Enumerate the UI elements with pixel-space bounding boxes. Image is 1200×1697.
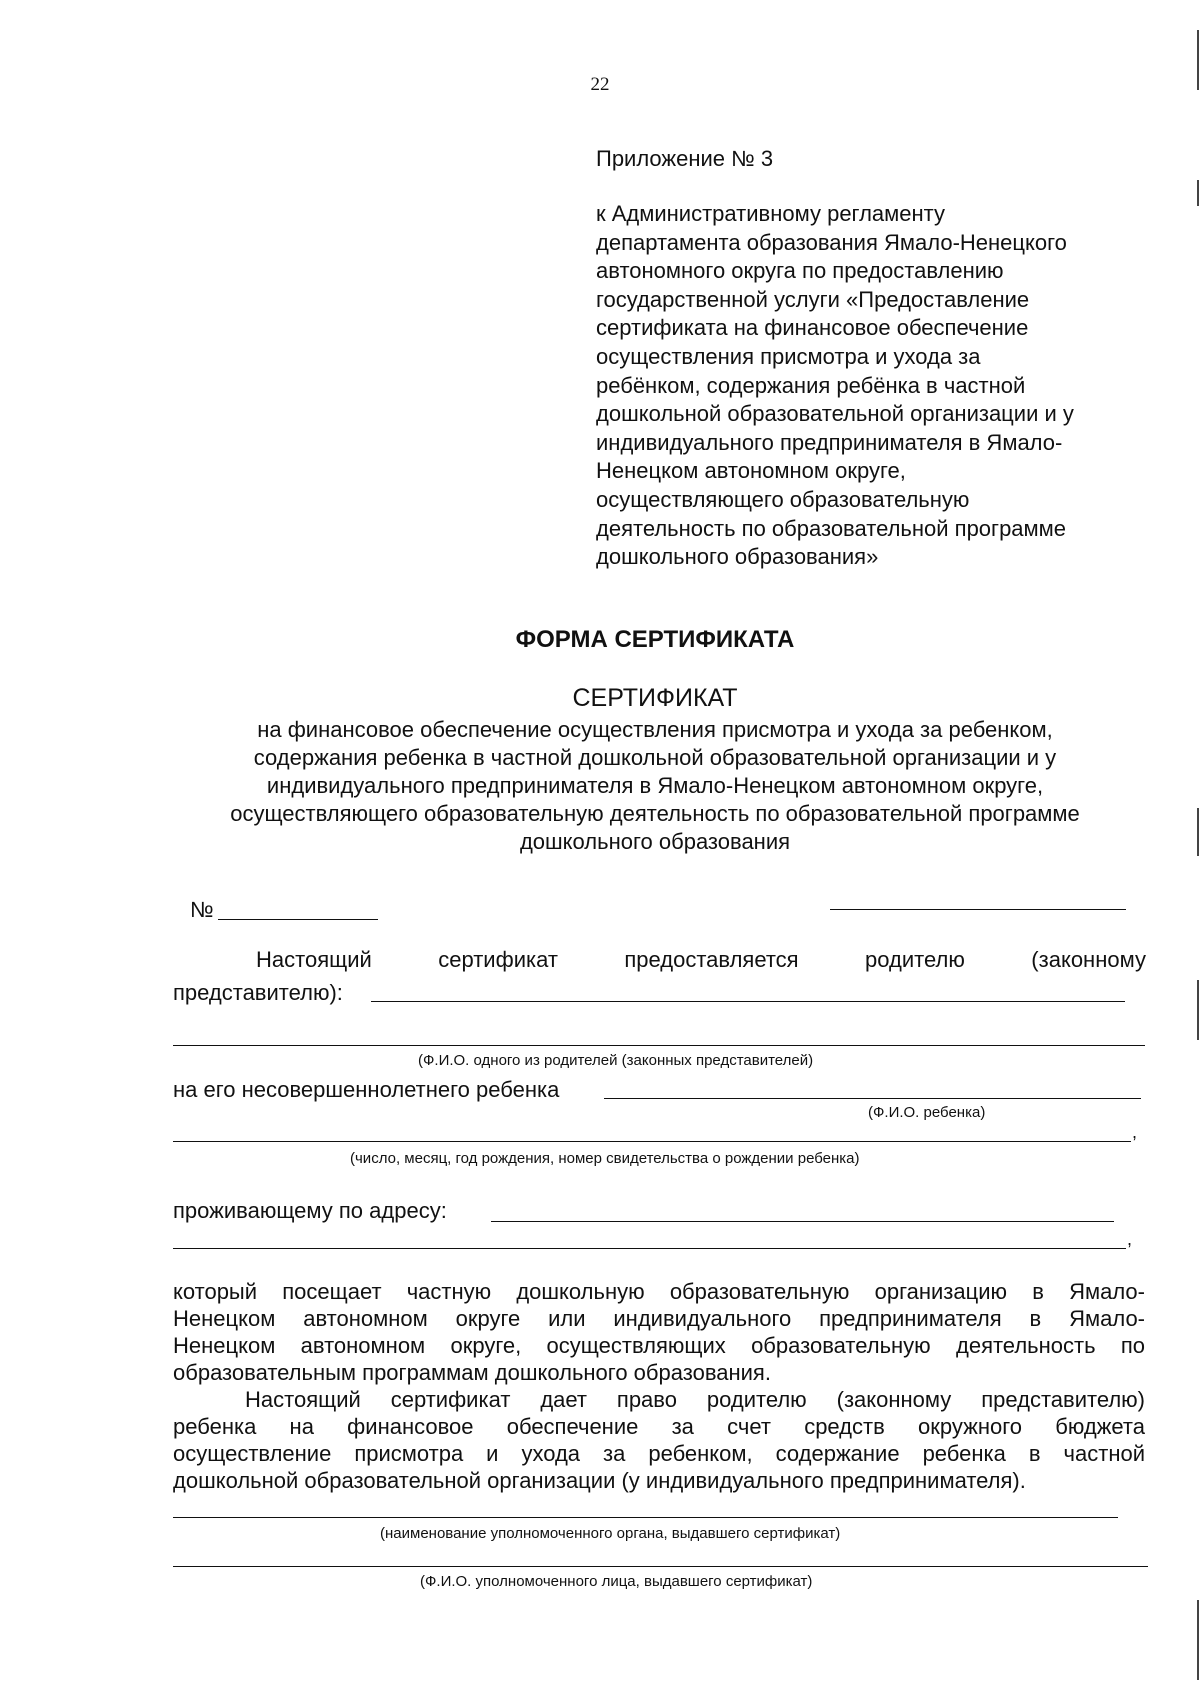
body-line: дошкольной образовательной организации (у индивидуального предпринимателя).	[173, 1468, 1026, 1493]
body-paragraph-1	[173, 1278, 1145, 1386]
form-heading: ФОРМА СЕРТИФИКАТА	[515, 626, 795, 653]
intro-word: родителю	[865, 947, 965, 972]
address-field-continued[interactable]	[173, 1248, 1126, 1249]
parent-name-field[interactable]	[371, 1001, 1125, 1002]
appendix-line: государственной услуги «Предоставление	[596, 286, 1030, 312]
birth-field-comma: ,	[1132, 1122, 1138, 1142]
issuing-official-caption: (Ф.И.О. уполномоченного лица, выдавшего сертификат)	[420, 1573, 813, 1590]
representative-label: представителю):	[173, 980, 343, 1005]
body-line: Ненецком автономном округе или индивидуального предпринимателя в Ямало-	[173, 1306, 1145, 1331]
subtitle-line: дошкольного образования	[519, 829, 791, 854]
birth-data-field[interactable]	[173, 1141, 1131, 1142]
address-field[interactable]	[491, 1221, 1114, 1222]
scan-edge-mark	[1197, 180, 1199, 206]
body-line: осуществление присмотра и ухода за ребенком, содержание ребенка в частной	[173, 1441, 1145, 1466]
appendix-line: департамента образования Ямало-Ненецкого	[596, 229, 1067, 255]
body-line: который посещает частную дошкольную образовательную организацию в Ямало-	[173, 1279, 1145, 1304]
body-line: Настоящий сертификат дает право родителю (законному представителю)	[245, 1387, 1145, 1412]
appendix-line: ребёнком, содержания ребёнка в частной	[596, 372, 1026, 398]
certificate-number-label: №	[190, 897, 214, 922]
appendix-line: индивидуального предпринимателя в Ямало-	[596, 429, 1063, 455]
intro-word: Настоящий	[256, 947, 372, 972]
body-line: ребенка на финансовое обеспечение за счет средств окружного бюджета	[173, 1414, 1145, 1439]
appendix-line: осуществляющего образовательную	[596, 486, 970, 512]
appendix-line: автономного округа по предоставлению	[596, 258, 1004, 284]
address-field-comma: ,	[1127, 1229, 1133, 1249]
certificate-date-field[interactable]	[830, 909, 1126, 910]
appendix-reference	[596, 200, 1136, 572]
appendix-line: Ненецком автономном округе,	[596, 458, 906, 484]
appendix-line: деятельность по образовательной программе	[596, 515, 1067, 541]
address-label: проживающему по адресу:	[173, 1198, 447, 1223]
body-paragraph-2	[173, 1386, 1145, 1494]
certificate-title: СЕРТИФИКАТ	[572, 684, 738, 712]
body-line: образовательным программам дошкольного образования.	[173, 1360, 771, 1385]
subtitle-line: на финансовое обеспечение осуществления присмотра и ухода за ребенком,	[257, 717, 1053, 742]
subtitle-line: осуществляющего образовательную деятельность по образовательной программе	[230, 801, 1080, 826]
certificate-subtitle	[160, 716, 1150, 856]
scan-edge-mark	[1197, 980, 1199, 1040]
body-line: Ненецком автономном округе, осуществляющих образовательную деятельность по	[173, 1333, 1145, 1358]
parent-name-field-continued[interactable]	[173, 1045, 1145, 1046]
issuing-authority-field[interactable]	[173, 1517, 1118, 1518]
birth-data-caption: (число, месяц, год рождения, номер свидетельства о рождении ребенка)	[350, 1150, 860, 1167]
subtitle-line: индивидуального предпринимателя в Ямало-Ненецком автономном округе,	[266, 773, 1044, 798]
appendix-line: к Административному регламенту	[596, 201, 946, 226]
intro-word: предоставляется	[624, 947, 799, 972]
child-name-field[interactable]	[604, 1098, 1141, 1099]
child-name-caption: (Ф.И.О. ребенка)	[868, 1104, 986, 1121]
appendix-title: Приложение № 3	[596, 146, 774, 171]
page-number: 22	[590, 74, 610, 95]
appendix-line: дошкольного образования»	[596, 544, 879, 570]
scan-edge-mark	[1197, 808, 1199, 856]
appendix-line: сертификата на финансовое обеспечение	[596, 315, 1029, 341]
child-label: на его несовершеннолетнего ребенка	[173, 1077, 560, 1102]
intro-word: сертификат	[438, 947, 558, 972]
intro-line	[256, 947, 1146, 973]
scan-edge-mark	[1197, 30, 1199, 90]
parent-name-caption: (Ф.И.О. одного из родителей (законных представителей)	[418, 1052, 814, 1069]
appendix-line: дошкольной образовательной организации и у	[596, 401, 1074, 427]
issuing-official-field[interactable]	[173, 1566, 1148, 1567]
appendix-line: осуществления присмотра и ухода за	[596, 343, 981, 369]
issuing-authority-caption: (наименование уполномоченного органа, выдавшего сертификат)	[380, 1525, 841, 1542]
certificate-number-field[interactable]	[218, 919, 378, 920]
scan-edge-mark	[1197, 1600, 1199, 1680]
subtitle-line: содержания ребенка в частной дошкольной образовательной организации и у	[253, 745, 1057, 770]
intro-word: (законному	[1031, 947, 1146, 972]
